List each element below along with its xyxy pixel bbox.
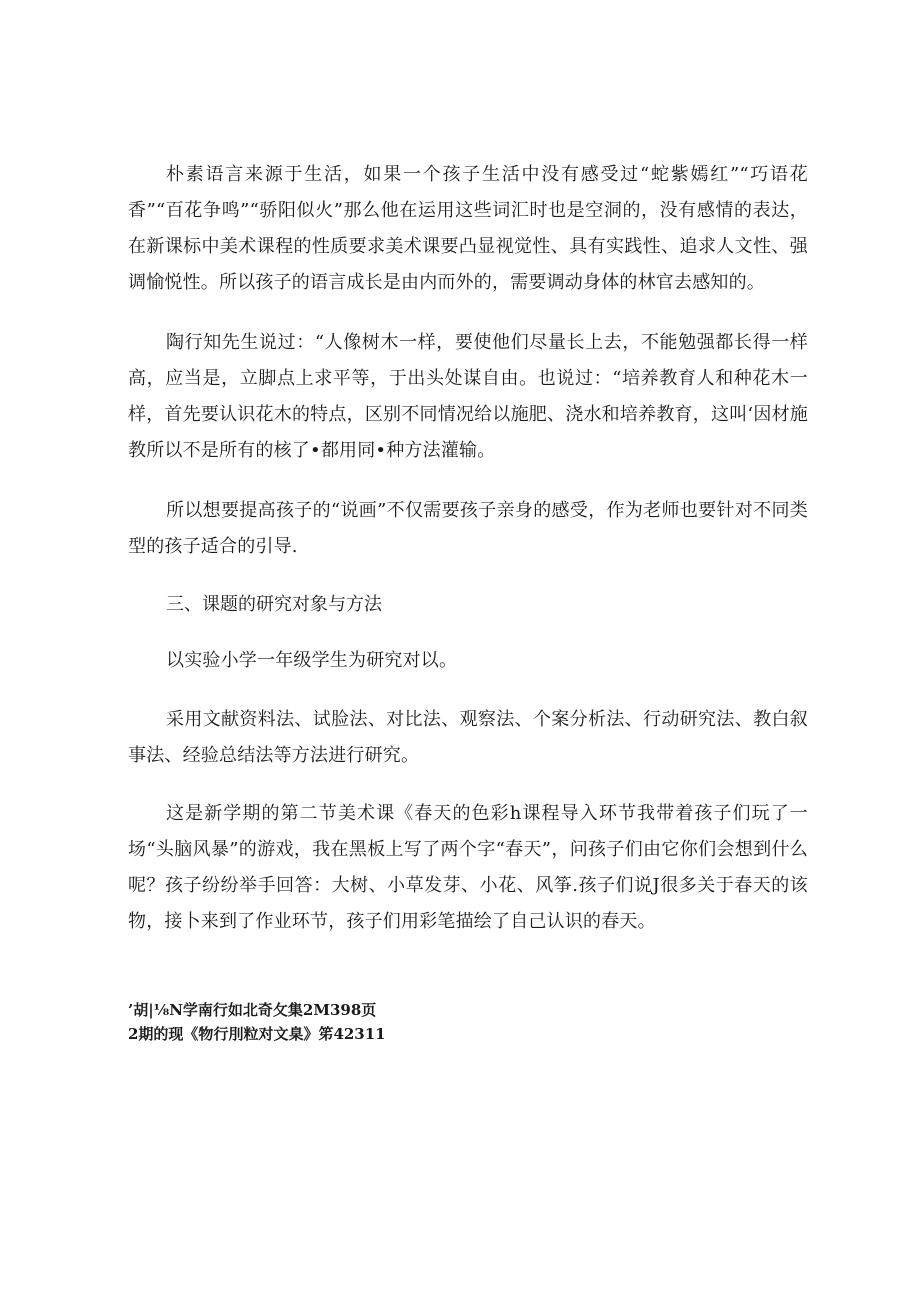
paragraph-spring-lesson: 这是新学期的第二节美术课《春天的色彩h课程导入环节我带着孩子们玩了一场“头脑风暴”的游戏，我在黑板上写了两个字“春天”，问孩子们由它你们会想到什么呢？孩子纷纷举手回答：大树、小草发芽、小花、风筝.孩子们说J很多关于春天的该物，接卜来到了作业环节，孩子们用彩笔描绘了自己认识的春天。 bbox=[128, 803, 808, 932]
footnote-1: ’胡|⅛N学南行如北奇攵集2M398页 bbox=[128, 1001, 377, 1019]
section-heading: 三、课题的研究对象与方法 bbox=[166, 594, 382, 615]
paragraph-research-methods: 采用文献资料法、试脸法、对比法、观察法、个案分析法、行动研究法、教白叙事法、经验总结法等方法进行研究。 bbox=[128, 709, 808, 766]
paragraph-research-subject: 以实验小学一年级学生为研究对以。 bbox=[166, 650, 458, 671]
paragraph-shuohua-guidance: 所以想要提高孩子的“说画”不仅需要孩子亲身的感受，作为老师也要针对不同类型的孩子适合的引导. bbox=[128, 500, 808, 557]
paragraph-tao-xingzhi-quote: 陶行知先生说过：“人像树木一样，要使他们尽量长上去，不能勉强都长得一样高，应当是，立脚点上求平等，于出头处谋自由。也说过：“培养教育人和种花木一样，首先要认识花木的特点，区别不同情况给以施肥、浇水和培养教育，这叫‘因材施教所以不是所有的核了•都用同•种方法灌输。 bbox=[128, 332, 808, 461]
footnote-2: 2期的现《物行刖粒对文臬》笫42311 bbox=[128, 1025, 386, 1043]
paragraph-plain-language: 朴素语言来源于生活，如果一个孩子生活中没有感受过“蛇紫嫣红”“巧语花香”“百花争鸣”“骄阳似火”那么他在运用这些词汇时也是空洞的，没有感情的表达，在新课标中美术课程的性质要求美术课要凸显视觉性、具有实践性、追求人文性、强调愉悦性。所以孩子的语言成长是由内而外的，需要调动身体的林官去感知的。 bbox=[128, 164, 808, 293]
